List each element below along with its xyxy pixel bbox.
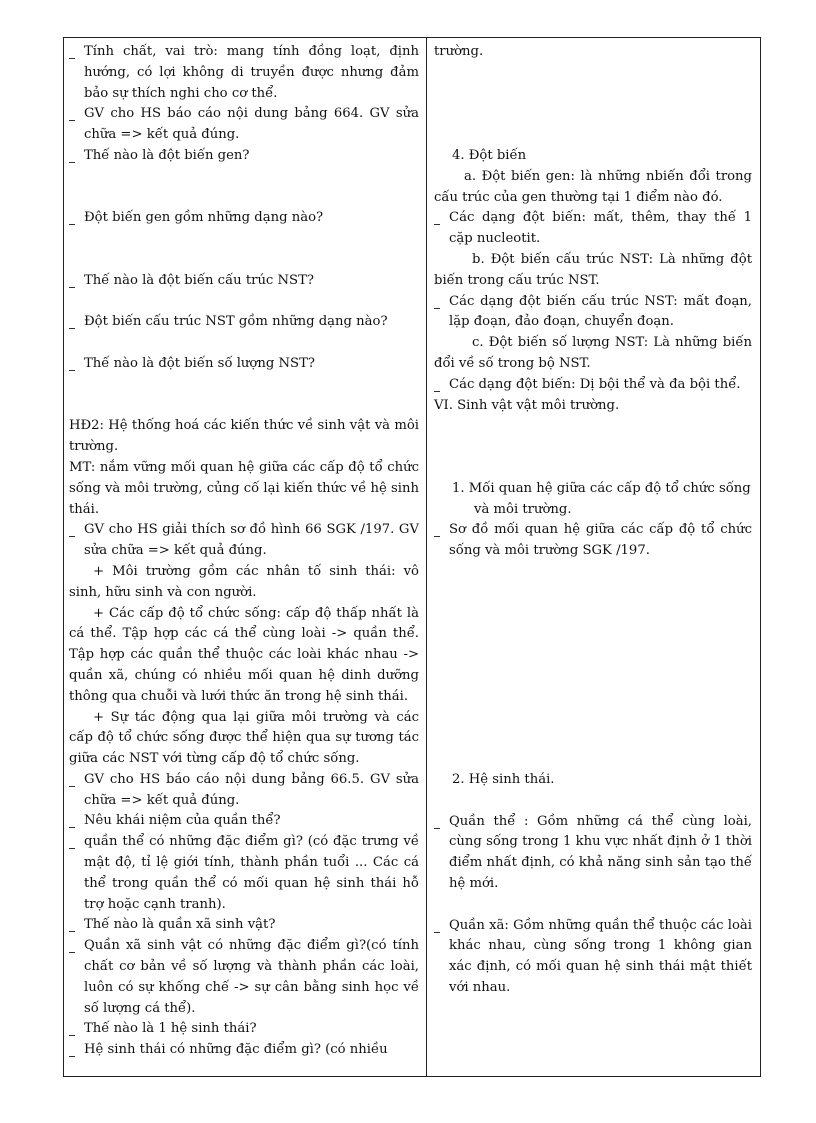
activities-column <box>69 42 419 1061</box>
teacher-instruction: GV cho HS giải thích sơ đồ hình 66 SGK /197. GV sửa chữa => kết quả đúng. <box>69 520 419 562</box>
question-gene-mutation-types: Đột biến gen gồm những dạng nào? <box>69 208 419 229</box>
population-definition: Quần thể : Gồm những cá thể cùng loài, cùng sống trong 1 khu vực nhất định ở 1 thời điểm nhất định, có khả năng sinh sản tạo thế hệ mới. <box>434 812 752 895</box>
objective-text: MT: nắm vững mối quan hệ giữa các cấp độ tổ chức sống và môi trường, củng cố lại kiến thức về hệ sinh thái. <box>69 459 419 517</box>
activity-heading: HĐ2: Hệ thống hoá các kiến thức về sinh vật và môi trường. <box>69 418 419 455</box>
subsection-ecosystem: 2. Hệ sinh thái. <box>452 771 555 787</box>
question-community: Thế nào là quần xã sinh vật? <box>69 915 419 936</box>
number-mutation-definition: c. Đột biến số lượng NST: Là những biến đổi về số trong bộ NST. <box>434 335 752 371</box>
question-ecosystem-features: Hệ sinh thái có những đặc điểm gì? (có nhiều <box>69 1040 419 1061</box>
relationship-diagram-text: Sơ đồ mối quan hệ giữa các cấp độ tổ chức sống và môi trường SGK /197. <box>434 520 752 562</box>
environment-point: + Môi trường gồm các nhân tố sinh thái: vô sinh, hữu sinh và con người. <box>69 563 419 600</box>
continued-text: trường. <box>434 44 484 59</box>
interaction-point: + Sự tác động qua lại giữa môi trường và các cấp độ tổ chức sống được thể hiện qua sự tương tác giữa các NST với từng cấp độ tổ chức sống. <box>69 709 419 767</box>
content-column <box>434 42 752 999</box>
section-heading-environment: VI. Sinh vật vật môi trường. <box>434 397 620 413</box>
lesson-table <box>63 37 761 1077</box>
teacher-instruction: GV cho HS báo cáo nội dung bảng 664. GV sửa chữa => kết quả đúng. <box>69 104 419 146</box>
gene-mutation-types: Các dạng đột biến: mất, thêm, thay thế 1 cặp nucleotit. <box>434 208 752 250</box>
structure-mutation-definition: b. Đột biến cấu trúc NST: Là những đột biến trong cấu trúc NST. <box>434 251 752 288</box>
teacher-instruction: GV cho HS báo cáo nội dung bảng 66.5. GV sửa chữa => kết quả đúng. <box>69 770 419 812</box>
question-number-mutation: Thế nào là đột biến số lượng NST? <box>69 354 419 375</box>
question-ecosystem: Thế nào là 1 hệ sinh thái? <box>69 1019 419 1040</box>
question-population: Nêu khái niệm của quần thể? <box>69 811 419 832</box>
gene-mutation-definition: a. Đột biến gen: là những nbiến đổi trong cấu trúc của gen thường tại 1 điểm nào đó. <box>434 168 752 205</box>
column-divider <box>426 38 427 1076</box>
question-gene-mutation: Thế nào là đột biến gen? <box>69 146 419 167</box>
property-text: Tính chất, vai trò: mang tính đồng loạt, định hướng, có lợi không di truyền được nhưng đảm bảo sự thích nghi cho cơ thể. <box>69 42 419 104</box>
question-structure-mutation-types: Đột biến cấu trúc NST gồm những dạng nào? <box>69 312 419 333</box>
subsection-relationship: 1. Mối quan hệ giữa các cấp độ tổ chức sống và môi trường. <box>452 480 751 517</box>
structure-mutation-types: Các dạng đột biến cấu trúc NST: mất đoạn, lặp đoạn, đảo đoạn, chuyển đoạn. <box>434 292 752 334</box>
community-definition: Quần xã: Gồm những quần thể thuộc các loài khác nhau, cùng sống trong 1 không gian xác định, có mối quan hệ sinh thái mật thiết với nhau. <box>434 916 752 999</box>
question-population-features: quần thể có những đặc điểm gì? (có đặc trưng về mật độ, tỉ lệ giới tính, thành phần tuổi ... Các cá thể trong quần thể có mối quan hệ sinh thái hỗ trợ hoặc cạnh tranh). <box>69 832 419 915</box>
question-community-features: Quần xã sinh vật có những đặc điểm gì?(có tính chất cơ bản về số lượng và thành phần các loài, luôn có sự khống chế -> sự cân bằng sinh học về số lượng cá thể). <box>69 936 419 1019</box>
section-heading-mutation: 4. Đột biến <box>452 147 527 163</box>
organization-levels-point: + Các cấp độ tổ chức sống: cấp độ thấp nhất là cá thể. Tập hợp các cá thể cùng loài -> quần thể. Tập hợp các quần thể thuộc các loài khác nhau -> quần xã, chúng có nhiều mối quan hệ dinh dưỡng thông qua chuỗi và lưới thức ăn trong hệ sinh thái. <box>69 605 419 704</box>
number-mutation-types: Các dạng đột biến: Dị bội thể và đa bội thể. <box>434 375 752 396</box>
question-structure-mutation: Thế nào là đột biến cấu trúc NST? <box>69 271 419 292</box>
